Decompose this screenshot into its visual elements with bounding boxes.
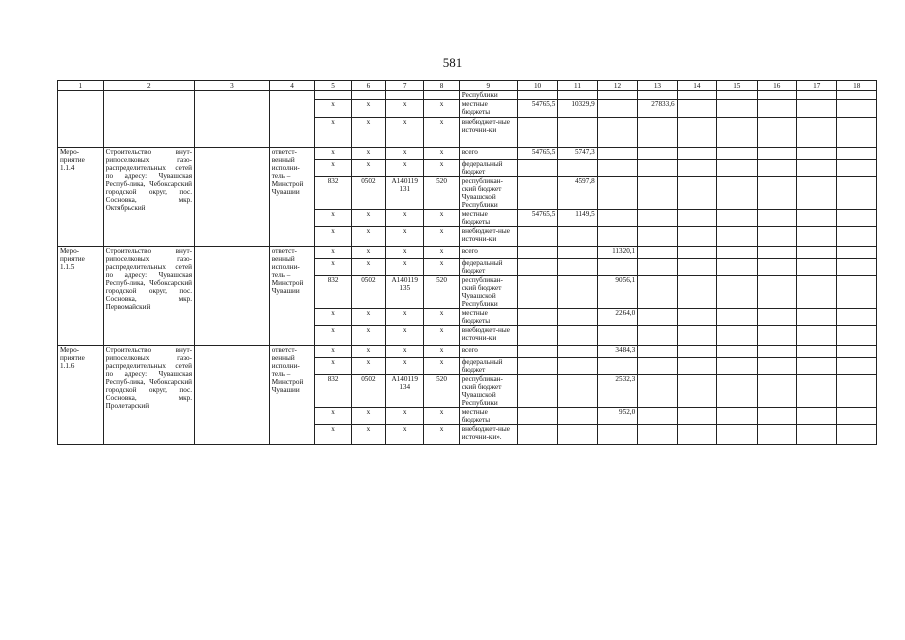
page-number: 581 (442, 55, 463, 70)
event-code: Меро-приятие 1.1.4 (58, 148, 104, 247)
cell-c6: x (351, 227, 385, 247)
cell-c5: x (315, 358, 351, 375)
cell-empty (677, 375, 716, 408)
cell-c11 (558, 346, 597, 358)
cell-c7: x (386, 309, 424, 326)
cell-c7: x (386, 247, 424, 259)
cell-c10 (517, 259, 557, 276)
cell-c9: всего (459, 247, 517, 259)
cell-c7: x (386, 118, 424, 148)
cell-c12: 2532,3 (597, 375, 637, 408)
cell-empty (837, 177, 877, 210)
cell-c11: 5747,3 (558, 148, 597, 160)
cell-c5: x (315, 227, 351, 247)
cell-empty (757, 326, 796, 346)
column-number-cell: 8 (424, 81, 459, 91)
cell-empty (837, 227, 877, 247)
cell-empty (757, 160, 796, 177)
cell-empty (757, 358, 796, 375)
cell-c7: x (386, 408, 424, 425)
cell-c6: 0502 (351, 276, 385, 309)
column-number-row (58, 81, 877, 91)
cell-c8 (424, 91, 459, 100)
event-name: Строительство внут-рипоселковых газо-распределительных сетей по адресу: Чувашская Респуб-лика, Чебоксарский городской округ, пос. Сосновка, мкр. Первомайский (103, 247, 194, 346)
event-code: Меро-приятие 1.1.6 (58, 346, 104, 445)
cell-c8: x (424, 259, 459, 276)
cell-c12 (597, 358, 637, 375)
cell-empty (837, 375, 877, 408)
cell-empty (677, 160, 716, 177)
cell-c10 (517, 160, 557, 177)
cell-c10 (517, 309, 557, 326)
event-executor: ответст-венный исполни-тель – Минстрой Чувашии (269, 148, 315, 247)
cell-c13 (638, 276, 677, 309)
cell-c9: местные бюджеты (459, 408, 517, 425)
cell-c7: x (386, 259, 424, 276)
cell-empty (717, 375, 757, 408)
cell-empty (757, 100, 796, 118)
cell-c6 (351, 91, 385, 100)
cell-c6: x (351, 160, 385, 177)
cell-empty (796, 118, 836, 148)
cell-empty (717, 160, 757, 177)
cell-c10 (517, 247, 557, 259)
cell-empty (796, 358, 836, 375)
cell-c9: федеральный бюджет (459, 358, 517, 375)
cell-empty (103, 91, 194, 148)
cell-c11 (558, 309, 597, 326)
column-number-cell: 2 (103, 81, 194, 91)
cell-empty (677, 276, 716, 309)
cell-c12 (597, 100, 637, 118)
cell-c11 (558, 247, 597, 259)
cell-c6: x (351, 346, 385, 358)
column-number-cell: 12 (597, 81, 637, 91)
column-number-cell: 7 (386, 81, 424, 91)
cell-c7: x (386, 210, 424, 227)
cell-empty (677, 425, 716, 445)
cell-c13 (638, 309, 677, 326)
cell-empty (717, 309, 757, 326)
cell-c11: 4597,8 (558, 177, 597, 210)
cell-c8: x (424, 118, 459, 148)
cell-empty (757, 148, 796, 160)
cell-empty (757, 118, 796, 148)
cell-c11: 1149,5 (558, 210, 597, 227)
cell-c12 (597, 91, 637, 100)
cell-c6: x (351, 210, 385, 227)
table-row (58, 148, 877, 160)
cell-empty (677, 346, 716, 358)
cell-c13 (638, 118, 677, 148)
cell-c6: 0502 (351, 177, 385, 210)
cell-c11 (558, 408, 597, 425)
cell-c7: x (386, 346, 424, 358)
cell-c6: x (351, 326, 385, 346)
cell-c6: x (351, 247, 385, 259)
cell-c11 (558, 91, 597, 100)
cell-c7: x (386, 358, 424, 375)
cell-c9: внебюджет-ные источни-ки». (459, 425, 517, 445)
cell-c9: внебюджет-ные источни-ки (459, 227, 517, 247)
cell-empty (717, 358, 757, 375)
cell-c5: x (315, 326, 351, 346)
column-number-cell: 10 (517, 81, 557, 91)
cell-empty (837, 160, 877, 177)
cell-c9: местные бюджеты (459, 100, 517, 118)
cell-c12: 952,0 (597, 408, 637, 425)
cell-c7: x (386, 160, 424, 177)
cell-c13 (638, 148, 677, 160)
cell-empty (757, 309, 796, 326)
cell-empty (269, 91, 315, 148)
cell-c8: x (424, 227, 459, 247)
cell-c10 (517, 358, 557, 375)
cell-c5: x (315, 309, 351, 326)
cell-empty (717, 408, 757, 425)
event-name: Строительство внут-рипоселковых газо-распределительных сетей по адресу: Чувашская Респуб-лика, Чебоксарский городской округ, пос. Сосновка, мкр. Октябрьский (103, 148, 194, 247)
cell-c10 (517, 346, 557, 358)
cell-c12 (597, 177, 637, 210)
cell-c8: x (424, 326, 459, 346)
cell-empty (717, 100, 757, 118)
cell-c12: 3484,3 (597, 346, 637, 358)
cell-c12 (597, 425, 637, 445)
table-row (58, 247, 877, 259)
cell-c11 (558, 276, 597, 309)
cell-c11 (558, 160, 597, 177)
cell-empty (677, 408, 716, 425)
cell-c5: x (315, 118, 351, 148)
cell-c13 (638, 177, 677, 210)
cell-empty (717, 425, 757, 445)
cell-empty (796, 100, 836, 118)
cell-empty (796, 309, 836, 326)
cell-empty (195, 247, 270, 346)
cell-empty (796, 259, 836, 276)
cell-empty (677, 100, 716, 118)
cell-empty (717, 91, 757, 100)
cell-c8: x (424, 358, 459, 375)
cell-c10 (517, 177, 557, 210)
cell-c12: 9056,1 (597, 276, 637, 309)
cell-empty (677, 91, 716, 100)
cell-c13 (638, 358, 677, 375)
cell-c7: x (386, 425, 424, 445)
cell-c6: x (351, 100, 385, 118)
cell-empty (195, 148, 270, 247)
cell-empty (677, 309, 716, 326)
cell-c9: внебюджет-ные источни-ки (459, 118, 517, 148)
cell-c12 (597, 118, 637, 148)
cell-empty (837, 346, 877, 358)
cell-empty (677, 259, 716, 276)
column-number-cell: 11 (558, 81, 597, 91)
cell-empty (796, 227, 836, 247)
cell-empty (757, 177, 796, 210)
cell-c13 (638, 375, 677, 408)
cell-c11 (558, 259, 597, 276)
cell-empty (195, 346, 270, 445)
cell-c6: x (351, 358, 385, 375)
cell-c6: x (351, 309, 385, 326)
cell-c9: внебюджет-ные источни-ки (459, 326, 517, 346)
cell-empty (757, 247, 796, 259)
cell-c13 (638, 91, 677, 100)
cell-c8: x (424, 309, 459, 326)
cell-empty (796, 148, 836, 160)
column-number-cell: 14 (677, 81, 716, 91)
cell-c11 (558, 227, 597, 247)
cell-empty (717, 346, 757, 358)
cell-empty (837, 425, 877, 445)
cell-c9: республикан-ский бюджет Чувашской Республики (459, 177, 517, 210)
cell-empty (837, 276, 877, 309)
cell-c9: республикан-ский бюджет Чувашской Республики (459, 375, 517, 408)
cell-empty (677, 177, 716, 210)
column-number-cell: 13 (638, 81, 677, 91)
cell-c7: x (386, 100, 424, 118)
cell-c5: x (315, 247, 351, 259)
cell-c6: x (351, 148, 385, 160)
cell-c9: федеральный бюджет (459, 259, 517, 276)
cell-c8: 520 (424, 177, 459, 210)
cell-empty (717, 326, 757, 346)
cell-c12 (597, 326, 637, 346)
cell-c7: А140119 135 (386, 276, 424, 309)
cell-c13 (638, 160, 677, 177)
cell-c12 (597, 148, 637, 160)
cell-c5: 832 (315, 276, 351, 309)
cell-c9: всего (459, 346, 517, 358)
cell-c8: x (424, 100, 459, 118)
cell-empty (837, 247, 877, 259)
cell-empty (757, 91, 796, 100)
cell-c10 (517, 326, 557, 346)
cell-empty (717, 148, 757, 160)
cell-empty (717, 227, 757, 247)
cell-c7: А140119 134 (386, 375, 424, 408)
event-executor: ответст-венный исполни-тель – Минстрой Чувашии (269, 247, 315, 346)
cell-c9: всего (459, 148, 517, 160)
cell-empty (757, 276, 796, 309)
cell-empty (757, 346, 796, 358)
cell-empty (58, 91, 104, 148)
cell-c8: x (424, 408, 459, 425)
cell-empty (717, 177, 757, 210)
cell-c8: x (424, 210, 459, 227)
column-number-cell: 18 (837, 81, 877, 91)
cell-empty (757, 227, 796, 247)
cell-empty (717, 210, 757, 227)
cell-c13 (638, 326, 677, 346)
cell-c10 (517, 276, 557, 309)
cell-c10 (517, 408, 557, 425)
cell-c10 (517, 375, 557, 408)
column-number-cell: 4 (269, 81, 315, 91)
cell-empty (717, 276, 757, 309)
cell-c10 (517, 91, 557, 100)
table-row (58, 91, 877, 100)
cell-c5: x (315, 160, 351, 177)
column-number-cell: 3 (195, 81, 270, 91)
cell-empty (717, 247, 757, 259)
cell-empty (796, 408, 836, 425)
cell-empty (837, 408, 877, 425)
cell-c6: x (351, 408, 385, 425)
cell-empty (837, 100, 877, 118)
cell-c5: 832 (315, 375, 351, 408)
cell-c8: x (424, 160, 459, 177)
cell-empty (677, 210, 716, 227)
cell-empty (837, 259, 877, 276)
cell-empty (677, 247, 716, 259)
cell-c8: x (424, 425, 459, 445)
cell-c10 (517, 118, 557, 148)
cell-c13 (638, 425, 677, 445)
cell-c11: 10329,9 (558, 100, 597, 118)
cell-empty (837, 118, 877, 148)
cell-c11 (558, 375, 597, 408)
cell-empty (796, 91, 836, 100)
cell-c11 (558, 358, 597, 375)
cell-c12: 11320,1 (597, 247, 637, 259)
cell-c13 (638, 408, 677, 425)
cell-c10 (517, 227, 557, 247)
cell-c8: x (424, 346, 459, 358)
cell-empty (837, 210, 877, 227)
cell-empty (677, 227, 716, 247)
cell-c13 (638, 247, 677, 259)
column-number-cell: 17 (796, 81, 836, 91)
cell-empty (796, 276, 836, 309)
cell-c12 (597, 259, 637, 276)
column-number-cell: 5 (315, 81, 351, 91)
cell-empty (677, 326, 716, 346)
cell-c9: Республики (459, 91, 517, 100)
cell-c7: x (386, 227, 424, 247)
cell-empty (796, 425, 836, 445)
cell-c13 (638, 259, 677, 276)
cell-c9: федеральный бюджет (459, 160, 517, 177)
cell-empty (837, 326, 877, 346)
column-number-cell: 16 (757, 81, 796, 91)
event-name: Строительство внут-рипоселковых газо-распределительных сетей по адресу: Чувашская Респуб-лика, Чебоксарский городской округ, пос. Сосновка, мкр. Пролетарский (103, 346, 194, 445)
cell-c8: x (424, 148, 459, 160)
cell-empty (757, 375, 796, 408)
cell-empty (757, 210, 796, 227)
cell-c11 (558, 118, 597, 148)
cell-empty (757, 408, 796, 425)
cell-c12: 2264,0 (597, 309, 637, 326)
cell-c6: 0502 (351, 375, 385, 408)
cell-c5: x (315, 346, 351, 358)
cell-empty (796, 210, 836, 227)
cell-c12 (597, 227, 637, 247)
cell-empty (796, 247, 836, 259)
cell-c11 (558, 425, 597, 445)
cell-empty (757, 425, 796, 445)
cell-empty (757, 259, 796, 276)
cell-c5: x (315, 100, 351, 118)
column-number-cell: 9 (459, 81, 517, 91)
column-number-cell: 1 (58, 81, 104, 91)
cell-empty (677, 358, 716, 375)
cell-c5: x (315, 210, 351, 227)
cell-empty (837, 91, 877, 100)
cell-c6: x (351, 118, 385, 148)
cell-c10: 54765,5 (517, 100, 557, 118)
cell-c6: x (351, 259, 385, 276)
cell-c9: местные бюджеты (459, 309, 517, 326)
cell-c12 (597, 210, 637, 227)
cell-empty (677, 148, 716, 160)
cell-c5: x (315, 259, 351, 276)
cell-c13 (638, 227, 677, 247)
cell-c10: 54765,5 (517, 210, 557, 227)
cell-c7: А140119 131 (386, 177, 424, 210)
cell-c8: x (424, 247, 459, 259)
cell-empty (677, 118, 716, 148)
cell-c13 (638, 346, 677, 358)
cell-c8: 520 (424, 375, 459, 408)
cell-c5: 832 (315, 177, 351, 210)
cell-c12 (597, 160, 637, 177)
table-row (58, 346, 877, 358)
cell-c8: 520 (424, 276, 459, 309)
cell-c7: x (386, 148, 424, 160)
cell-c9: местные бюджеты (459, 210, 517, 227)
cell-c13 (638, 210, 677, 227)
cell-c10 (517, 425, 557, 445)
cell-c5: x (315, 148, 351, 160)
cell-c5: x (315, 425, 351, 445)
event-executor: ответст-венный исполни-тель – Минстрой Чувашии (269, 346, 315, 445)
cell-empty (796, 177, 836, 210)
cell-c10: 54765,5 (517, 148, 557, 160)
cell-c13: 27833,6 (638, 100, 677, 118)
cell-empty (195, 91, 270, 148)
cell-empty (717, 118, 757, 148)
cell-empty (717, 259, 757, 276)
program-table (57, 80, 877, 445)
cell-empty (837, 309, 877, 326)
cell-c5: x (315, 408, 351, 425)
cell-empty (837, 148, 877, 160)
cell-c6: x (351, 425, 385, 445)
cell-c11 (558, 326, 597, 346)
event-code: Меро-приятие 1.1.5 (58, 247, 104, 346)
cell-empty (837, 358, 877, 375)
cell-c5 (315, 91, 351, 100)
cell-empty (796, 326, 836, 346)
column-number-cell: 6 (351, 81, 385, 91)
column-number-cell: 15 (717, 81, 757, 91)
cell-empty (796, 375, 836, 408)
cell-c7 (386, 91, 424, 100)
cell-c9: республикан-ский бюджет Чувашской Республики (459, 276, 517, 309)
cell-c7: x (386, 326, 424, 346)
cell-empty (796, 160, 836, 177)
cell-empty (796, 346, 836, 358)
